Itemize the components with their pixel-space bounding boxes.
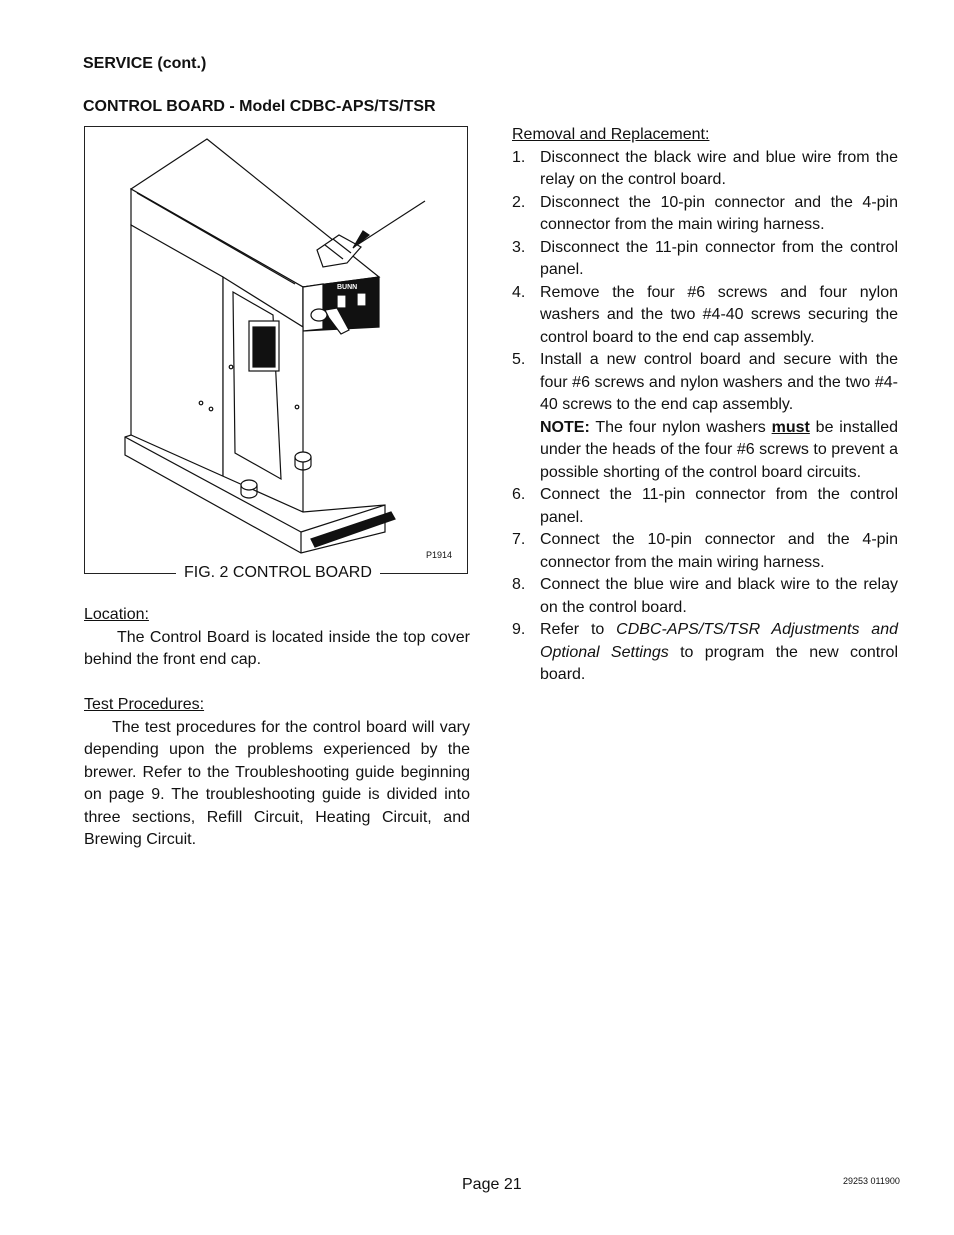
list-item: 9. Refer to CDBC-APS/TS/TSR Adjustments and Optional Settings to program the new control board. — [512, 621, 898, 683]
reference-link: CDBC-APS/TS/TSR Adjustments and Optional Settings — [540, 621, 898, 661]
test-heading: Test Procedures: — [84, 696, 205, 713]
test-section — [84, 694, 470, 852]
figure-caption: FIG. 2 CONTROL BOARD — [176, 564, 380, 582]
page-title: CONTROL BOARD - Model CDBC-APS/TS/TSR — [83, 98, 436, 115]
figure-code: P1914 — [426, 550, 453, 560]
removal-heading: Removal and Replacement: — [512, 126, 710, 143]
location-text: The Control Board is located inside the top cover behind the front end cap. — [84, 628, 470, 668]
document-number: 29253 011900 — [843, 1176, 900, 1186]
location-section — [84, 604, 470, 672]
list-item: 5. Install a new control board and secure with the four #6 screws and nylon washers and the two #4-40 screws to the end cap assembly. NOTE: The four nylon washers must be installed under the heads of the four #6 screws to prevent a possible shorting of the control board circuits. — [512, 349, 898, 484]
list-item: 3. Disconnect the 11-pin connector from the control panel. — [512, 238, 898, 278]
note: NOTE: The four nylon washers must be installed under the heads of the four #6 screws to prevent a possible shorting of the control board circuits. — [540, 418, 899, 481]
list-item: 2. Disconnect the 10-pin connector and the 4-pin connector from the main wiring harness. — [512, 193, 898, 233]
location-heading: Location: — [84, 606, 149, 623]
note-label: NOTE: — [540, 418, 590, 436]
removal-section — [512, 124, 898, 687]
brand-label: BUNN — [337, 284, 358, 291]
figure-frame — [84, 126, 468, 574]
note-emphasis: must — [771, 418, 810, 436]
page-number: Page 21 — [462, 1176, 522, 1193]
list-item: 6. Connect the 11-pin connector from the control panel. — [512, 486, 898, 526]
list-item: 7. Connect the 10-pin connector and the 4-pin connector from the main wiring harness. — [512, 531, 898, 571]
test-text: The test procedures for the control board will vary depending upon the problems experienced by the brewer. Refer to the Troubleshooting guide beginning on page 9. The troubleshooting guide is divided into three sections, Refill Circuit, Heating Circuit, and Brewing Circuit. — [84, 718, 470, 848]
list-item: 4. Remove the four #6 screws and four nylon washers and the two #4-40 screws securing the control board to the end cap assembly. — [512, 283, 898, 346]
section-header: SERVICE (cont.) — [83, 55, 207, 72]
removal-steps — [512, 147, 898, 687]
brewer-illustration — [85, 127, 466, 572]
list-item: 8. Connect the blue wire and black wire to the relay on the control board. — [512, 576, 898, 616]
list-item: 1. Disconnect the black wire and blue wire from the relay on the control board. — [512, 148, 898, 188]
